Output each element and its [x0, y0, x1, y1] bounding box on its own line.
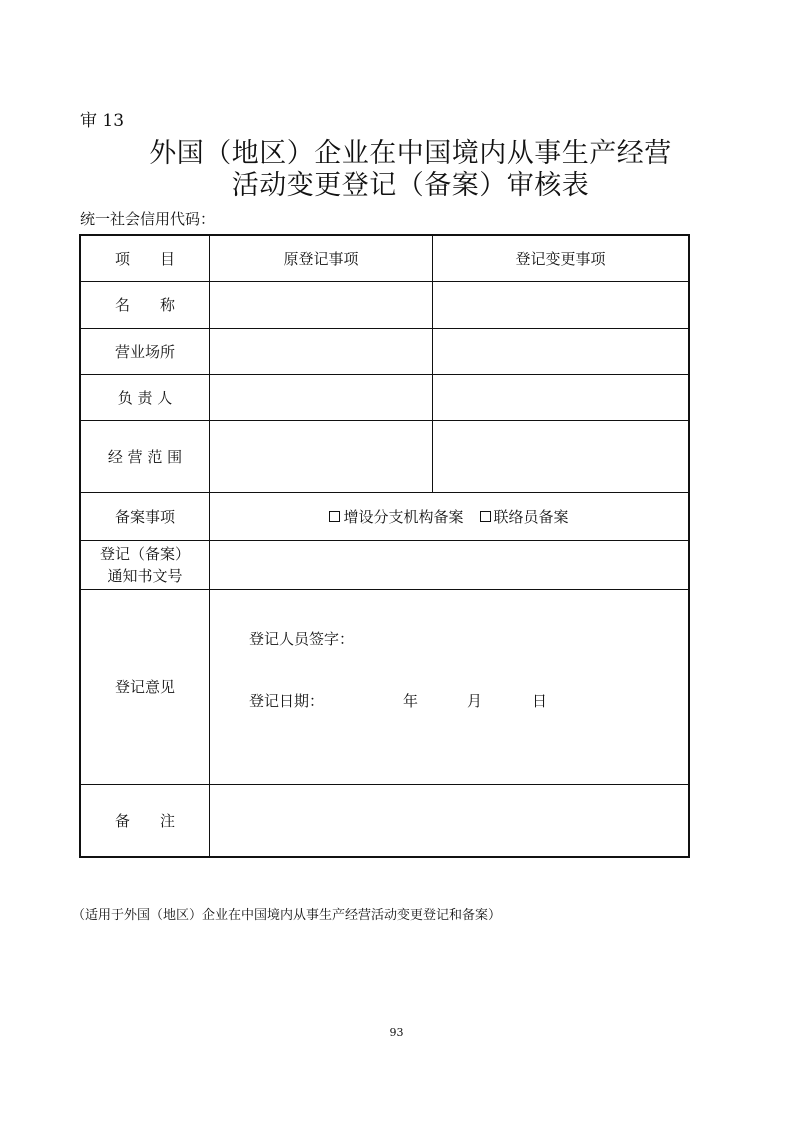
footnote: （适用于外国（地区）企业在中国境内从事生产经营活动变更登记和备案） [72, 908, 502, 923]
page-number: 93 [389, 1026, 404, 1039]
header-item: 项 目 [114, 249, 175, 268]
column-divider [209, 236, 210, 856]
filing-option-liaison-label: 联络员备案 [493, 507, 569, 526]
date-month-label: 月 [467, 692, 483, 710]
credit-code-label: 统一社会信用代码： [80, 210, 216, 228]
review-table [79, 234, 690, 858]
row-label-business-scope: 经 营 范 围 [107, 447, 183, 466]
row-label-name: 名 称 [114, 296, 175, 314]
filing-option-branch[interactable] [329, 506, 463, 528]
row-label-remarks: 备 注 [114, 811, 175, 830]
date-label: 登记日期： [249, 692, 325, 710]
row-label-filing-items: 备案事项 [114, 507, 175, 526]
date-year-label: 年 [403, 692, 419, 710]
row-label-premises: 营业场所 [114, 342, 175, 361]
checkbox-icon[interactable] [480, 511, 491, 522]
signature-label: 登记人员签字： [249, 630, 355, 648]
header-original: 原登记事项 [283, 249, 359, 268]
title-line-1: 外国（地区）企业在中国境内从事生产经营 [149, 138, 672, 169]
form-code: 审 13 [80, 111, 125, 131]
header-changed: 登记变更事项 [515, 249, 606, 268]
row-label-responsible-person: 负 责 人 [117, 388, 173, 407]
row-label-notice-number: 登记（备案） 通知书文号 [99, 545, 190, 585]
filing-options [210, 493, 688, 540]
row-label-opinion: 登记意见 [114, 678, 175, 696]
filing-option-liaison[interactable] [480, 506, 569, 528]
title-line-2: 活动变更登记（备案）审核表 [231, 170, 590, 201]
date-day-label: 日 [532, 692, 548, 710]
checkbox-icon[interactable] [329, 511, 340, 522]
filing-option-branch-label: 增设分支机构备案 [343, 507, 464, 526]
